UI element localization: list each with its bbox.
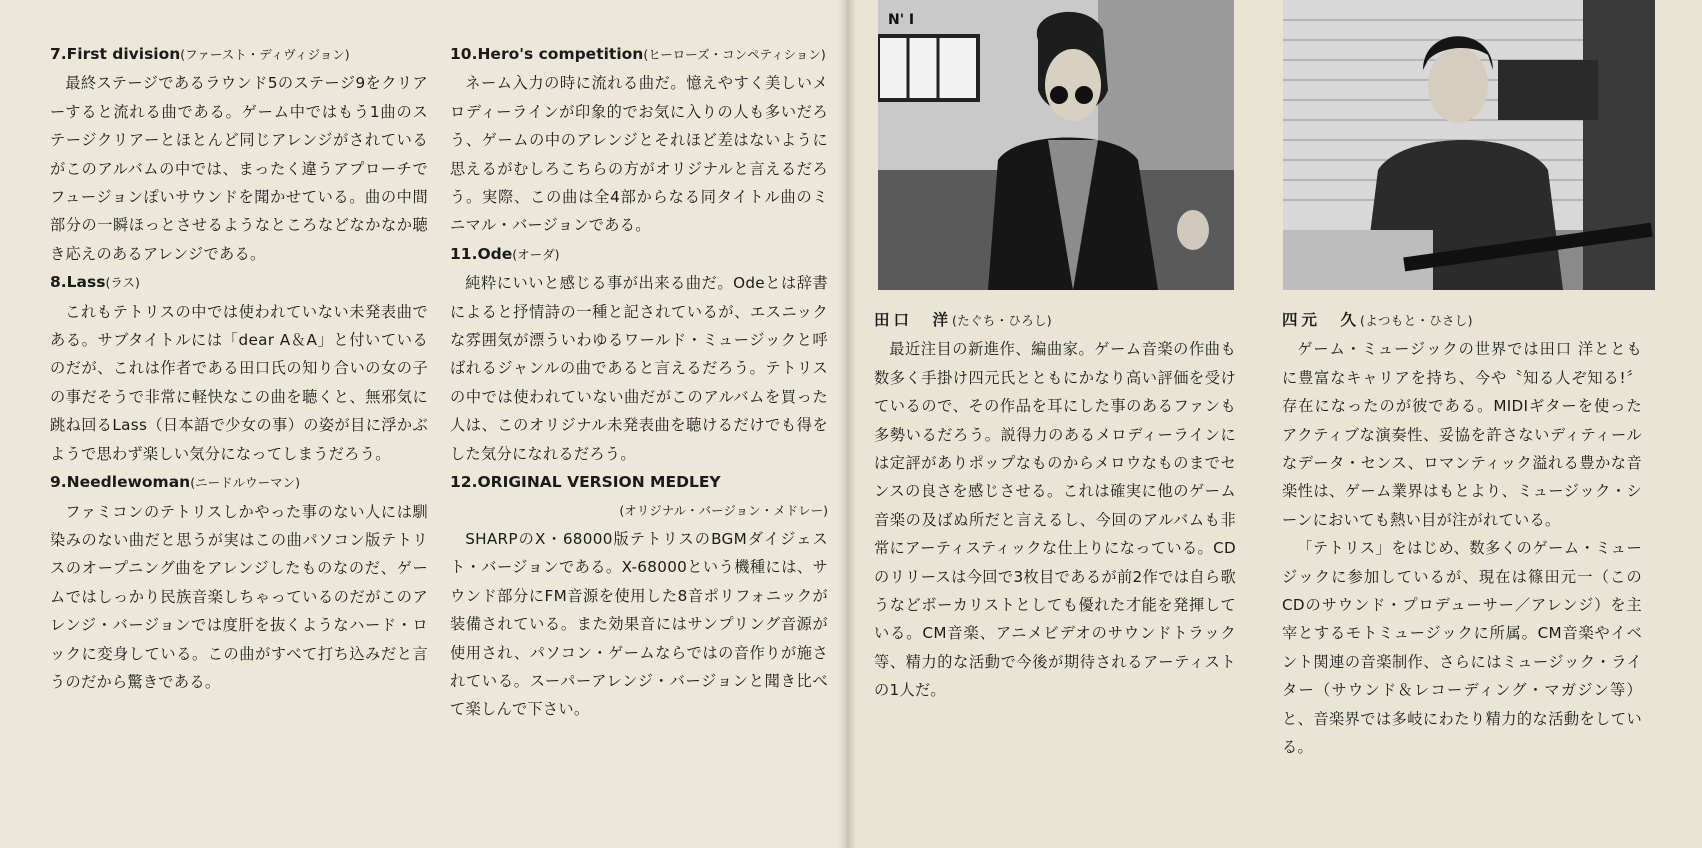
track-7-title: 7.First division [50, 45, 181, 63]
taguchi-reading: (たぐち・ひろし) [952, 313, 1052, 328]
track-8-heading [50, 268, 428, 297]
taguchi-name-line [874, 306, 1236, 335]
track-9-subtitle: (ニードルウーマン) [190, 475, 300, 491]
track-7-heading [50, 40, 428, 69]
track-8-title: 8.Lass [50, 273, 106, 292]
track-7-description: 最終ステージであるラウンド5のステージ9をクリアーすると流れる曲である。ゲーム中ではもう1曲のステージクリアーとほとんど同じアレンジがされているがこのアルバムの中では、まったく違うアプローチでフュージョンぽいサウンドを聞かせている。曲の中間部分の一瞬ほっとさせるようなところなどなかなか聴き応えのあるアレンジである。 [50, 74, 428, 263]
yotsumoto-bio-2: 「テトリス」をはじめ、数多くのゲーム・ミュージックに参加しているが、現在は篠田元一（このCDのサウンド・プロデューサー／アレンジ）を主宰とするモトミュージックに所属。CM音楽やイベント関連の音楽制作、さらにはミュージック・ライター（サウンド＆レコーディング・マガジン等）と、音楽界では多岐にわたり精力的な活動をしている。 [1282, 539, 1642, 757]
yotsumoto-name: 四元 久 [1282, 311, 1361, 329]
track-11-subtitle: (オーダ) [512, 246, 560, 262]
track-11-title: 11.Ode [450, 244, 513, 263]
track-7-subtitle: (ファースト・ディヴィジョン) [180, 47, 350, 62]
yotsumoto-reading: (よつもと・ひさし) [1360, 313, 1473, 328]
track-12-subtitle: (オリジナル・バージョン・メドレー) [619, 502, 828, 518]
text-column-2 [450, 40, 828, 724]
book-gutter [838, 0, 856, 848]
track-12-description: SHARPのX・68000版テトリスのBGMダイジェスト・バージョンである。X-68000という機種には、サウンド部分にFM音源を使用した8音ポリフォニックが装備されている。また効果音にはサンプリング音源が使用され、パソコン・ゲームならではの音作りが施されている。スーパーアレンジ・バージョンと聞き比べて楽しんで下さい。 [450, 529, 828, 719]
track-8-description: これもテトリスの中では使われていない未発表曲である。サブタイトルには「dear A＆A」と付いているのだが、これは作者である田口氏の知り合いの女の子の事だそうで非常に軽快なこの曲を聴くと、無邪気に跳ね回るLass（日本語で少女の事）の姿が目に浮かぶようで思わず楽しい気分になってしまうだろう。 [50, 302, 428, 463]
profile-yotsumoto [1282, 306, 1642, 762]
yotsumoto-name-line [1282, 306, 1642, 335]
track-12-title: 12.ORIGINAL VERSION MEDLEY [450, 473, 721, 492]
track-11-heading [450, 240, 828, 269]
track-9-description: ファミコンのテトリスしかやった事のない人には馴染みのない曲だと思うが実はこの曲パソコン版テトリスのオープニング曲をアレンジしたものなのだ、ゲームではしっかり民族音楽しちゃっているのだがこのアレンジ・バージョンでは度肝を抜くようなハード・ロックに変身している。この曲がすべて打ち込みだと言うのだから驚きである。 [50, 502, 428, 691]
taguchi-name: 田口 洋 [874, 311, 953, 329]
wall-sign-text: N' I [888, 12, 915, 28]
track-10-subtitle: (ヒーローズ・コンペティション) [643, 47, 826, 62]
yotsumoto-bio-1: ゲーム・ミュージックの世界では田口 洋とともに豊富なキャリアを持ち、今や〝知る人ぞ知る!〞存在になったのが彼である。MIDIギターを使ったアクティブな演奏性、妥協を許さないディティールなデータ・センス、ロマンティック溢れる豊かな音楽性は、ゲーム業界はもとより、ミュージック・シーンにおいても熱い目が注がれている。 [1282, 340, 1642, 529]
track-9-heading [50, 468, 428, 497]
track-10-title: 10.Hero's competition [450, 45, 644, 63]
track-8-subtitle: (ラス) [105, 275, 140, 291]
track-12-heading [450, 468, 828, 496]
track-11-description: 純粋にいいと感じる事が出来る曲だ。Odeとは辞書によると抒情詩の一種と記されているが、エスニックな雰囲気が漂ういわゆるワールド・ミュージックと呼ばれるジャンルの曲であると言えるだろう。テトリスの中では使われていない曲だがこのアルバムを買った人は、このオリジナル未発表曲を聴けるだけでも得をした気分になれるだろう。 [450, 274, 828, 463]
profile-taguchi [874, 306, 1236, 705]
track-10-description: ネーム入力の時に流れる曲だ。憶えやすく美しいメロディーラインが印象的でお気に入りの人も多いだろう、ゲームの中のアレンジとそれほど差はないように思えるがむしろこちらの方がオリジナルと言えるだろう。実際、この曲は全4部からなる同タイトル曲のミニマル・バージョンである。 [450, 74, 828, 235]
track-10-heading [450, 40, 828, 69]
track-9-title: 9.Needlewoman [50, 473, 191, 492]
text-column-1 [50, 40, 428, 696]
portrait-taguchi-photo [878, 0, 1234, 290]
portrait-yotsumoto-photo [1283, 0, 1655, 290]
taguchi-bio: 最近注目の新進作、編曲家。ゲーム音楽の作曲も数多く手掛け四元氏とともにかなり高い評価を受けているので、その作品を耳にした事のあるファンも多勢いるだろう。説得力のあるメロディーラインには定評がありポップなものからメロウなものまでセンスの良さを感じさせる。これは確実に他のゲーム音楽の及ばぬ所だと言えるし、今回のアルバムも非常にアーティスティックな仕上りになっている。CDのリリースは今回で3枚目であるが前2作では自ら歌うなどボーカリストとしても優れた才能を発揮している。CM音楽、アニメビデオのサウンドトラック等、精力的な活動で今後が期待されるアーティストの1人だ。 [874, 340, 1236, 700]
